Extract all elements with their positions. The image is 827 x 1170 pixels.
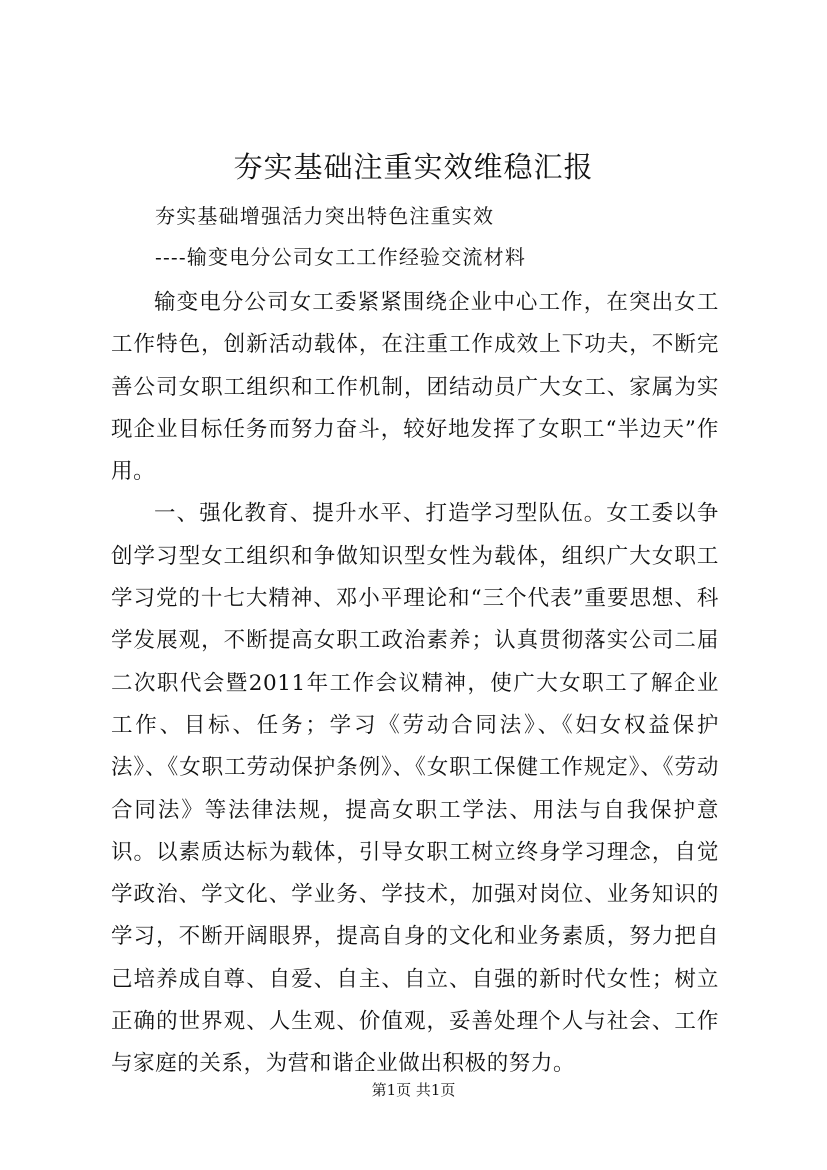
page-number-footer: 第1页 共1页	[371, 1081, 456, 1099]
document-title: 夯实基础注重实效维稳汇报	[233, 150, 594, 184]
document-byline: ----输变电分公司女工工作经验交流材料	[155, 245, 527, 269]
body-paragraph: 输变电分公司女工委紧紧围绕企业中心工作，在突出女工工作特色，创新活动载体，在注重工作成效上下功夫，不断完善公司女职工组织和工作机制，团结动员广大女工、家属为实现企业目标任务而努力奋斗，较好地发挥了女职工“半边天”作用。	[111, 290, 719, 485]
document-subtitle: 夯实基础增强活力突出特色注重实效	[155, 204, 495, 228]
body-paragraph: 一、强化教育、提升水平、打造学习型队伍。女工委以争创学习型女工组织和争做知识型女性为载体，组织广大女职工学习党的十七大精神、邓小平理论和“三个代表”重要思想、科学发展观，不断提高女职工政治素养；认真贯彻落实公司二届二次职代会暨2011年工作会议精神，使广大女职工了解企业工作、目标、任务；学习《劳动合同法》、《妇女权益保护法》、《女职工劳动保护条例》、《女职工保健工作规定》、《劳动合同法》等法律法规，提高女职工学法、用法与自我保护意识。以素质达标为载体，引导女职工树立终身学习理念，自觉学政治、学文化、学业务、学技术，加强对岗位、业务知识的学习，不断开阔眼界，提高自身的文化和业务素质，努力把自己培养成自尊、自爱、自主、自立、自强的新时代女性；树立正确的世界观、人生观、价值观，妥善处理个人与社会、工作与家庭的关系，为营和谐企业做出积极的努力。	[111, 501, 719, 1077]
document-body	[111, 282, 719, 1086]
